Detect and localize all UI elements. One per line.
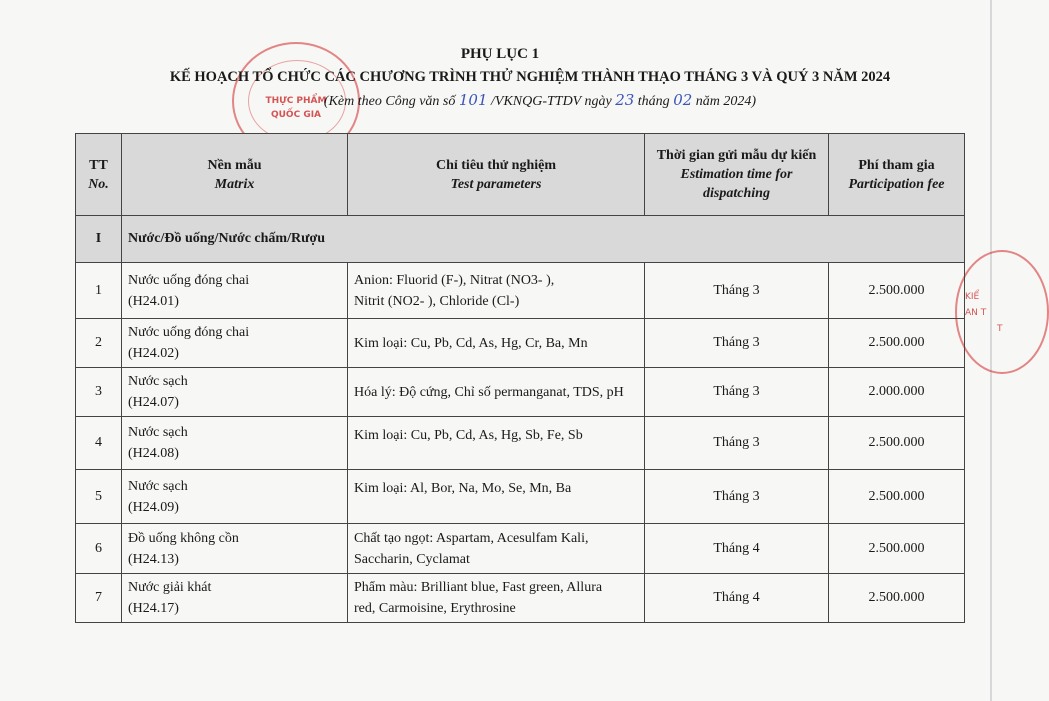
row-fee: 2.500.000 (829, 524, 965, 574)
row-params: Kim loại: Cu, Pb, Cd, As, Hg, Sb, Fe, Sb (348, 417, 645, 470)
ref-prefix: (Kèm theo Công văn số (323, 94, 459, 109)
row-fee: 2.500.000 (829, 470, 965, 524)
section-row (76, 216, 965, 263)
row-no: 5 (76, 470, 122, 524)
row-time: Tháng 3 (645, 470, 829, 524)
ref-day-handwritten: 23 (615, 91, 635, 109)
header-time: Thời gian gửi mẫu dự kiến Estimation time for dispatching (645, 134, 829, 216)
row-params: Phẩm màu: Brilliant blue, Fast green, Allura red, Carmoisine, Erythrosine (348, 574, 645, 623)
table-header-row (76, 134, 965, 216)
table-row (76, 470, 965, 524)
row-no: 6 (76, 524, 122, 574)
table-row (76, 319, 965, 368)
table-row (76, 417, 965, 470)
row-matrix: Đồ uống không cồn (H24.13) (122, 524, 348, 574)
row-params: Kim loại: Cu, Pb, Cd, As, Hg, Cr, Ba, Mn (348, 319, 645, 368)
seal-text-line1: THỰC PHẨM (265, 96, 327, 106)
row-time: Tháng 4 (645, 574, 829, 623)
ref-month-label: tháng (634, 94, 674, 109)
ref-number-handwritten: 101 (458, 91, 488, 109)
document-subtitle: KẾ HOẠCH TỔ CHỨC CÁC CHƯƠNG TRÌNH THỬ NGHIỆM THÀNH THẠO THÁNG 3 VÀ QUÝ 3 NĂM 2024 (169, 69, 891, 85)
ref-suffix: năm 2024) (692, 94, 757, 109)
row-params: Kim loại: Al, Bor, Na, Mo, Se, Mn, Ba (348, 470, 645, 524)
row-time: Tháng 3 (645, 368, 829, 417)
row-matrix: Nước sạch (H24.08) (122, 417, 348, 470)
row-matrix: Nước uống đóng chai (H24.01) (122, 263, 348, 319)
ref-middle: /VKNQG-TTDV ngày (487, 94, 616, 109)
row-fee: 2.000.000 (829, 368, 965, 417)
ref-month-handwritten: 02 (673, 91, 693, 109)
row-time: Tháng 3 (645, 263, 829, 319)
section-number: I (76, 216, 122, 263)
row-time: Tháng 3 (645, 417, 829, 470)
row-fee: 2.500.000 (829, 574, 965, 623)
row-fee: 2.500.000 (829, 263, 965, 319)
seal-text-line2: QUỐC GIA (270, 110, 322, 120)
table-row (76, 524, 965, 574)
table-row (76, 368, 965, 417)
program-table (75, 133, 965, 623)
section-label: Nước/Đồ uống/Nước chấm/Rượu (122, 216, 965, 263)
header-fee: Phí tham gia Participation fee (829, 134, 965, 216)
row-no: 3 (76, 368, 122, 417)
row-matrix: Nước uống đóng chai (H24.02) (122, 319, 348, 368)
row-fee: 2.500.000 (829, 319, 965, 368)
header-no: TT No. (76, 134, 122, 216)
table-row (76, 574, 965, 623)
row-time: Tháng 4 (645, 524, 829, 574)
row-time: Tháng 3 (645, 319, 829, 368)
table-row (76, 263, 965, 319)
row-params: Chất tạo ngọt: Aspartam, Acesulfam Kali, Saccharin, Cyclamat (348, 524, 645, 574)
seal-right-line3: T (997, 324, 1003, 334)
row-no: 2 (76, 319, 122, 368)
row-matrix: Nước sạch (H24.09) (122, 470, 348, 524)
seal-right-line2: AN T (965, 308, 987, 318)
document-title: PHỤ LỤC 1 (460, 46, 540, 62)
red-seal-stamp-right (955, 250, 1049, 374)
header-params: Chỉ tiêu thử nghiệm Test parameters (348, 134, 645, 216)
row-matrix: Nước giải khát (H24.17) (122, 574, 348, 623)
row-no: 1 (76, 263, 122, 319)
row-no: 4 (76, 417, 122, 470)
header-matrix: Nền mẫu Matrix (122, 134, 348, 216)
row-no: 7 (76, 574, 122, 623)
document-reference (80, 91, 1000, 110)
row-params: Hóa lý: Độ cứng, Chỉ số permanganat, TDS, pH (348, 368, 645, 417)
row-fee: 2.500.000 (829, 417, 965, 470)
seal-right-line1: KIỂ (965, 292, 980, 302)
row-matrix: Nước sạch (H24.07) (122, 368, 348, 417)
row-params: Anion: Fluorid (F-), Nitrat (NO3- ), Nitrit (NO2- ), Chloride (Cl-) (348, 263, 645, 319)
